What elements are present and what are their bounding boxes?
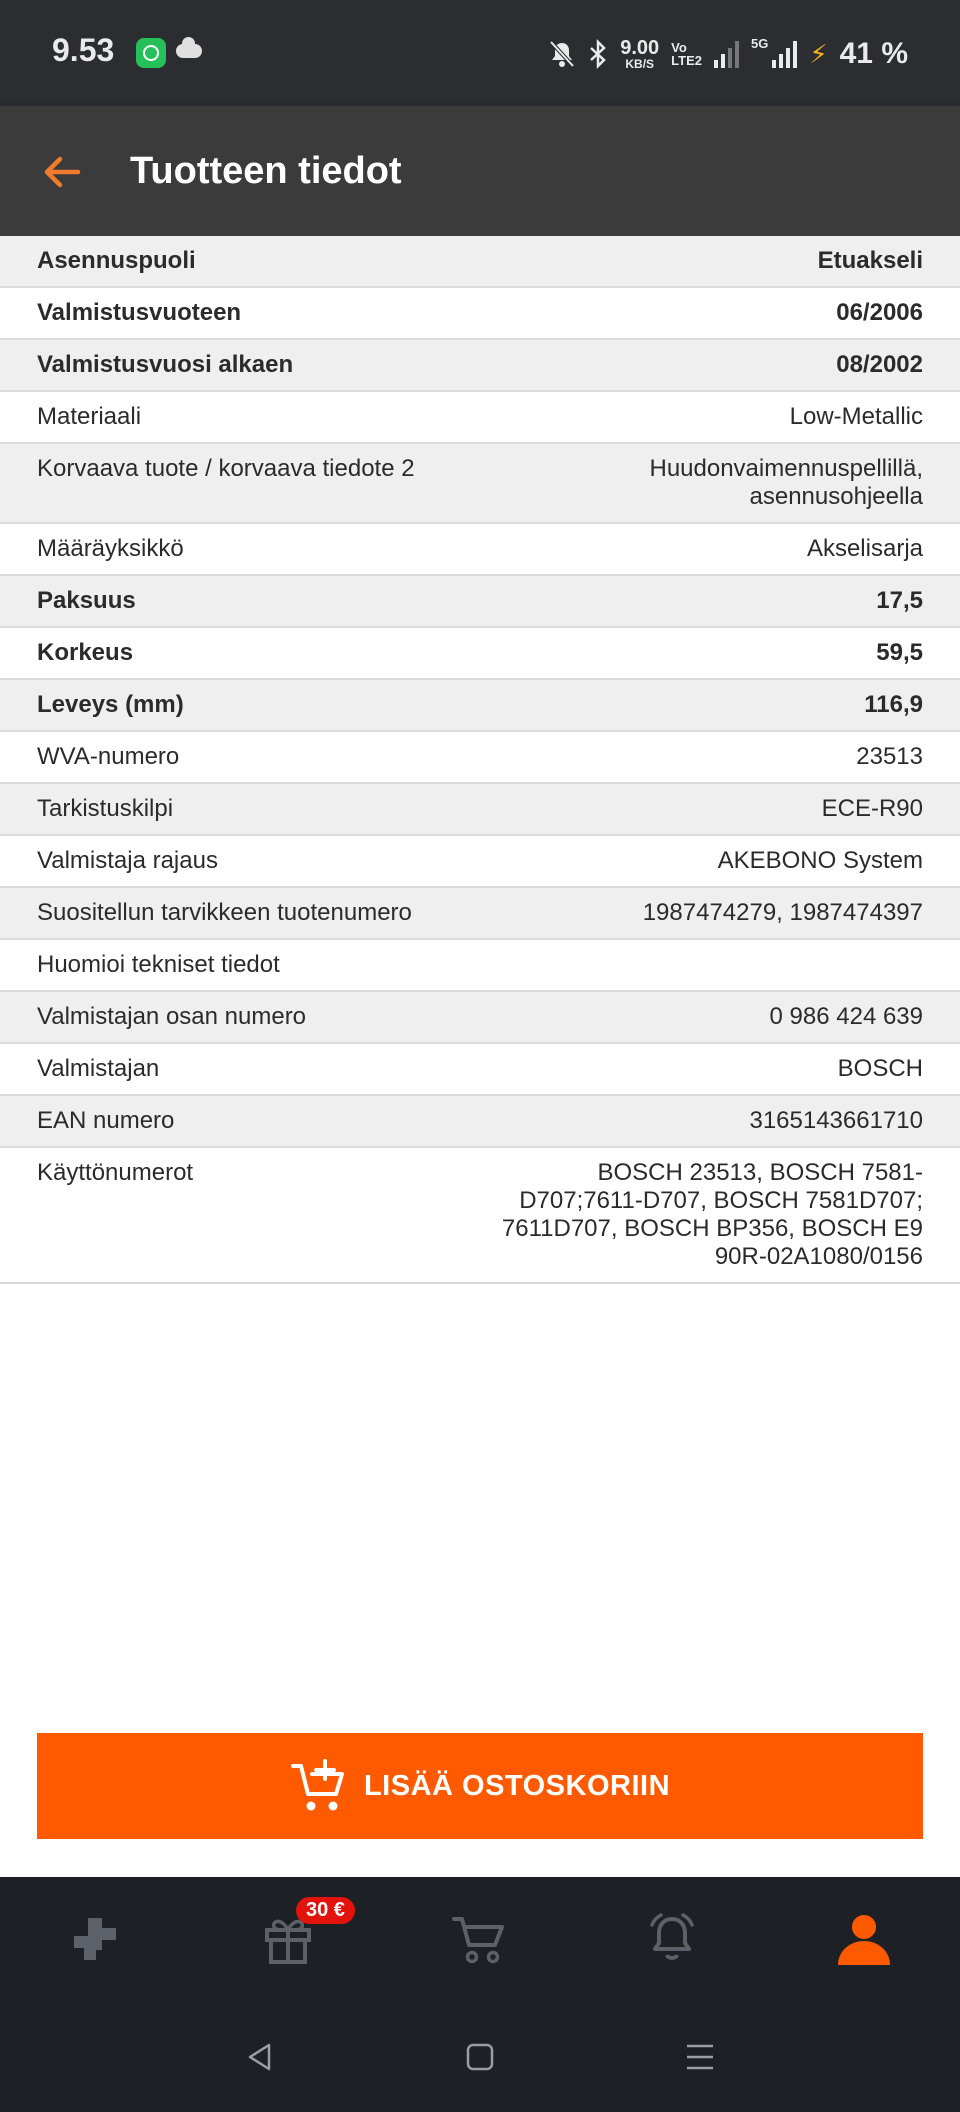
spec-value: 3165143661710 xyxy=(749,1107,923,1134)
spec-label: Suositellun tarvikkeen tuotenumero xyxy=(37,899,412,926)
bell-icon xyxy=(644,1911,700,1967)
spec-row xyxy=(0,836,960,888)
spec-label: WVA-numero xyxy=(37,743,180,770)
spec-label: Määräyksikkö xyxy=(37,535,184,562)
arrow-left-icon[interactable] xyxy=(38,148,86,196)
spec-value: BOSCH xyxy=(837,1055,923,1082)
nav-item-cart[interactable] xyxy=(384,1877,576,2001)
system-back-button[interactable] xyxy=(200,2001,320,2112)
spec-label: Korvaava tuote / korvaava tiedote 2 xyxy=(37,455,415,482)
spec-row xyxy=(0,392,960,444)
spec-row xyxy=(0,940,960,992)
spec-label: Valmistajan xyxy=(37,1055,160,1082)
system-home-button[interactable] xyxy=(420,2001,540,2112)
volte-bottom: LTE2 xyxy=(671,53,702,68)
spec-table xyxy=(0,236,960,1284)
nav-item-notifications[interactable] xyxy=(576,1877,768,2001)
spec-label: Korkeus xyxy=(37,639,134,666)
spec-row xyxy=(0,784,960,836)
spec-label: Valmistajan osan numero xyxy=(37,1003,307,1030)
spec-label: Paksuus xyxy=(37,587,136,614)
home-square-icon xyxy=(465,2042,495,2072)
spec-value: 08/2002 xyxy=(836,351,923,378)
spec-label: Valmistusvuoteen xyxy=(37,299,242,326)
spec-value: AKEBONO System xyxy=(717,847,923,874)
spec-label: Valmistusvuosi alkaen xyxy=(37,351,294,378)
page-title: Tuotteen tiedot xyxy=(130,150,402,192)
back-triangle-icon xyxy=(245,2042,275,2072)
system-menu-button[interactable] xyxy=(640,2001,760,2112)
mute-icon xyxy=(548,39,576,69)
puzzle-logo-icon xyxy=(68,1914,124,1964)
spec-value: ECE-R90 xyxy=(821,795,923,822)
charging-icon: ⚡ xyxy=(809,38,828,69)
spec-row xyxy=(0,1096,960,1148)
spec-row xyxy=(0,1044,960,1096)
cart-add-icon xyxy=(290,1758,348,1814)
spec-row xyxy=(0,236,960,288)
spec-value: Etuakseli xyxy=(817,247,923,274)
spec-value: Akselisarja xyxy=(806,535,923,562)
spec-row xyxy=(0,732,960,784)
volte-indicator xyxy=(671,41,702,67)
spec-value: Low-Metallic xyxy=(789,403,923,430)
spec-label: Huomioi tekniset tiedot xyxy=(37,951,280,978)
spec-value: 116,9 xyxy=(864,691,923,718)
spec-label: EAN numero xyxy=(37,1107,175,1134)
spec-value: Huudonvaimennuspellillä, asennusohjeella xyxy=(649,455,923,510)
speed-value: 9.00 xyxy=(620,37,660,59)
spec-row xyxy=(0,628,960,680)
network-type: 5G xyxy=(751,36,769,51)
spec-value: BOSCH 23513, BOSCH 7581-D707;7611-D707, BOSCH 7581D707; 7611D707, BOSCH BP356, BOSCH E9 90R-02A1080/0156 xyxy=(501,1159,923,1270)
spec-row xyxy=(0,1148,960,1284)
menu-lines-icon xyxy=(684,2042,716,2072)
spec-value: 59,5 xyxy=(876,639,923,666)
spec-value: 1987474279, 1987474397 xyxy=(642,899,923,926)
battery-percent: 41 % xyxy=(839,37,908,70)
volte-top: Vo xyxy=(671,40,687,55)
signal-5g-icon xyxy=(772,40,797,68)
spec-row xyxy=(0,524,960,576)
spec-value: 23513 xyxy=(856,743,923,770)
speed-unit: KB/S xyxy=(625,57,655,71)
spec-value: 17,5 xyxy=(876,587,923,614)
spec-label: Materiaali xyxy=(37,403,142,430)
nav-item-profile[interactable] xyxy=(768,1877,960,2001)
user-icon xyxy=(836,1911,892,1967)
spec-row xyxy=(0,680,960,732)
spec-label: Asennuspuoli xyxy=(37,247,196,274)
spec-row xyxy=(0,992,960,1044)
add-to-cart-button[interactable] xyxy=(37,1733,923,1839)
spec-label: Tarkistuskilpi xyxy=(37,795,174,822)
app-bar xyxy=(0,106,960,236)
bottom-nav xyxy=(0,1877,960,2001)
cart-icon xyxy=(452,1913,508,1965)
spec-value: 06/2006 xyxy=(836,299,923,326)
gift-badge: 30 € xyxy=(296,1897,355,1924)
network-speed xyxy=(620,38,659,70)
whatsapp-icon xyxy=(136,38,166,68)
cloud-icon xyxy=(176,44,202,58)
system-nav xyxy=(0,2001,960,2112)
spec-label: Leveys (mm) xyxy=(37,691,184,718)
spec-value: 0 986 424 639 xyxy=(769,1003,923,1030)
nav-item-home[interactable] xyxy=(0,1877,192,2001)
status-bar xyxy=(0,0,960,106)
bluetooth-icon xyxy=(588,39,608,69)
status-time: 9.53 xyxy=(52,32,115,68)
signal-icon xyxy=(714,40,739,68)
nav-item-gifts[interactable] xyxy=(192,1877,384,2001)
spec-row xyxy=(0,576,960,628)
spec-label: Valmistaja rajaus xyxy=(37,847,218,874)
status-indicators xyxy=(548,34,908,74)
add-to-cart-label: LISÄÄ OSTOSKORIIN xyxy=(363,1769,671,1802)
spec-row xyxy=(0,888,960,940)
spec-label: Käyttönumerot xyxy=(37,1159,194,1186)
spec-row xyxy=(0,288,960,340)
spec-row xyxy=(0,340,960,392)
spec-row xyxy=(0,444,960,524)
